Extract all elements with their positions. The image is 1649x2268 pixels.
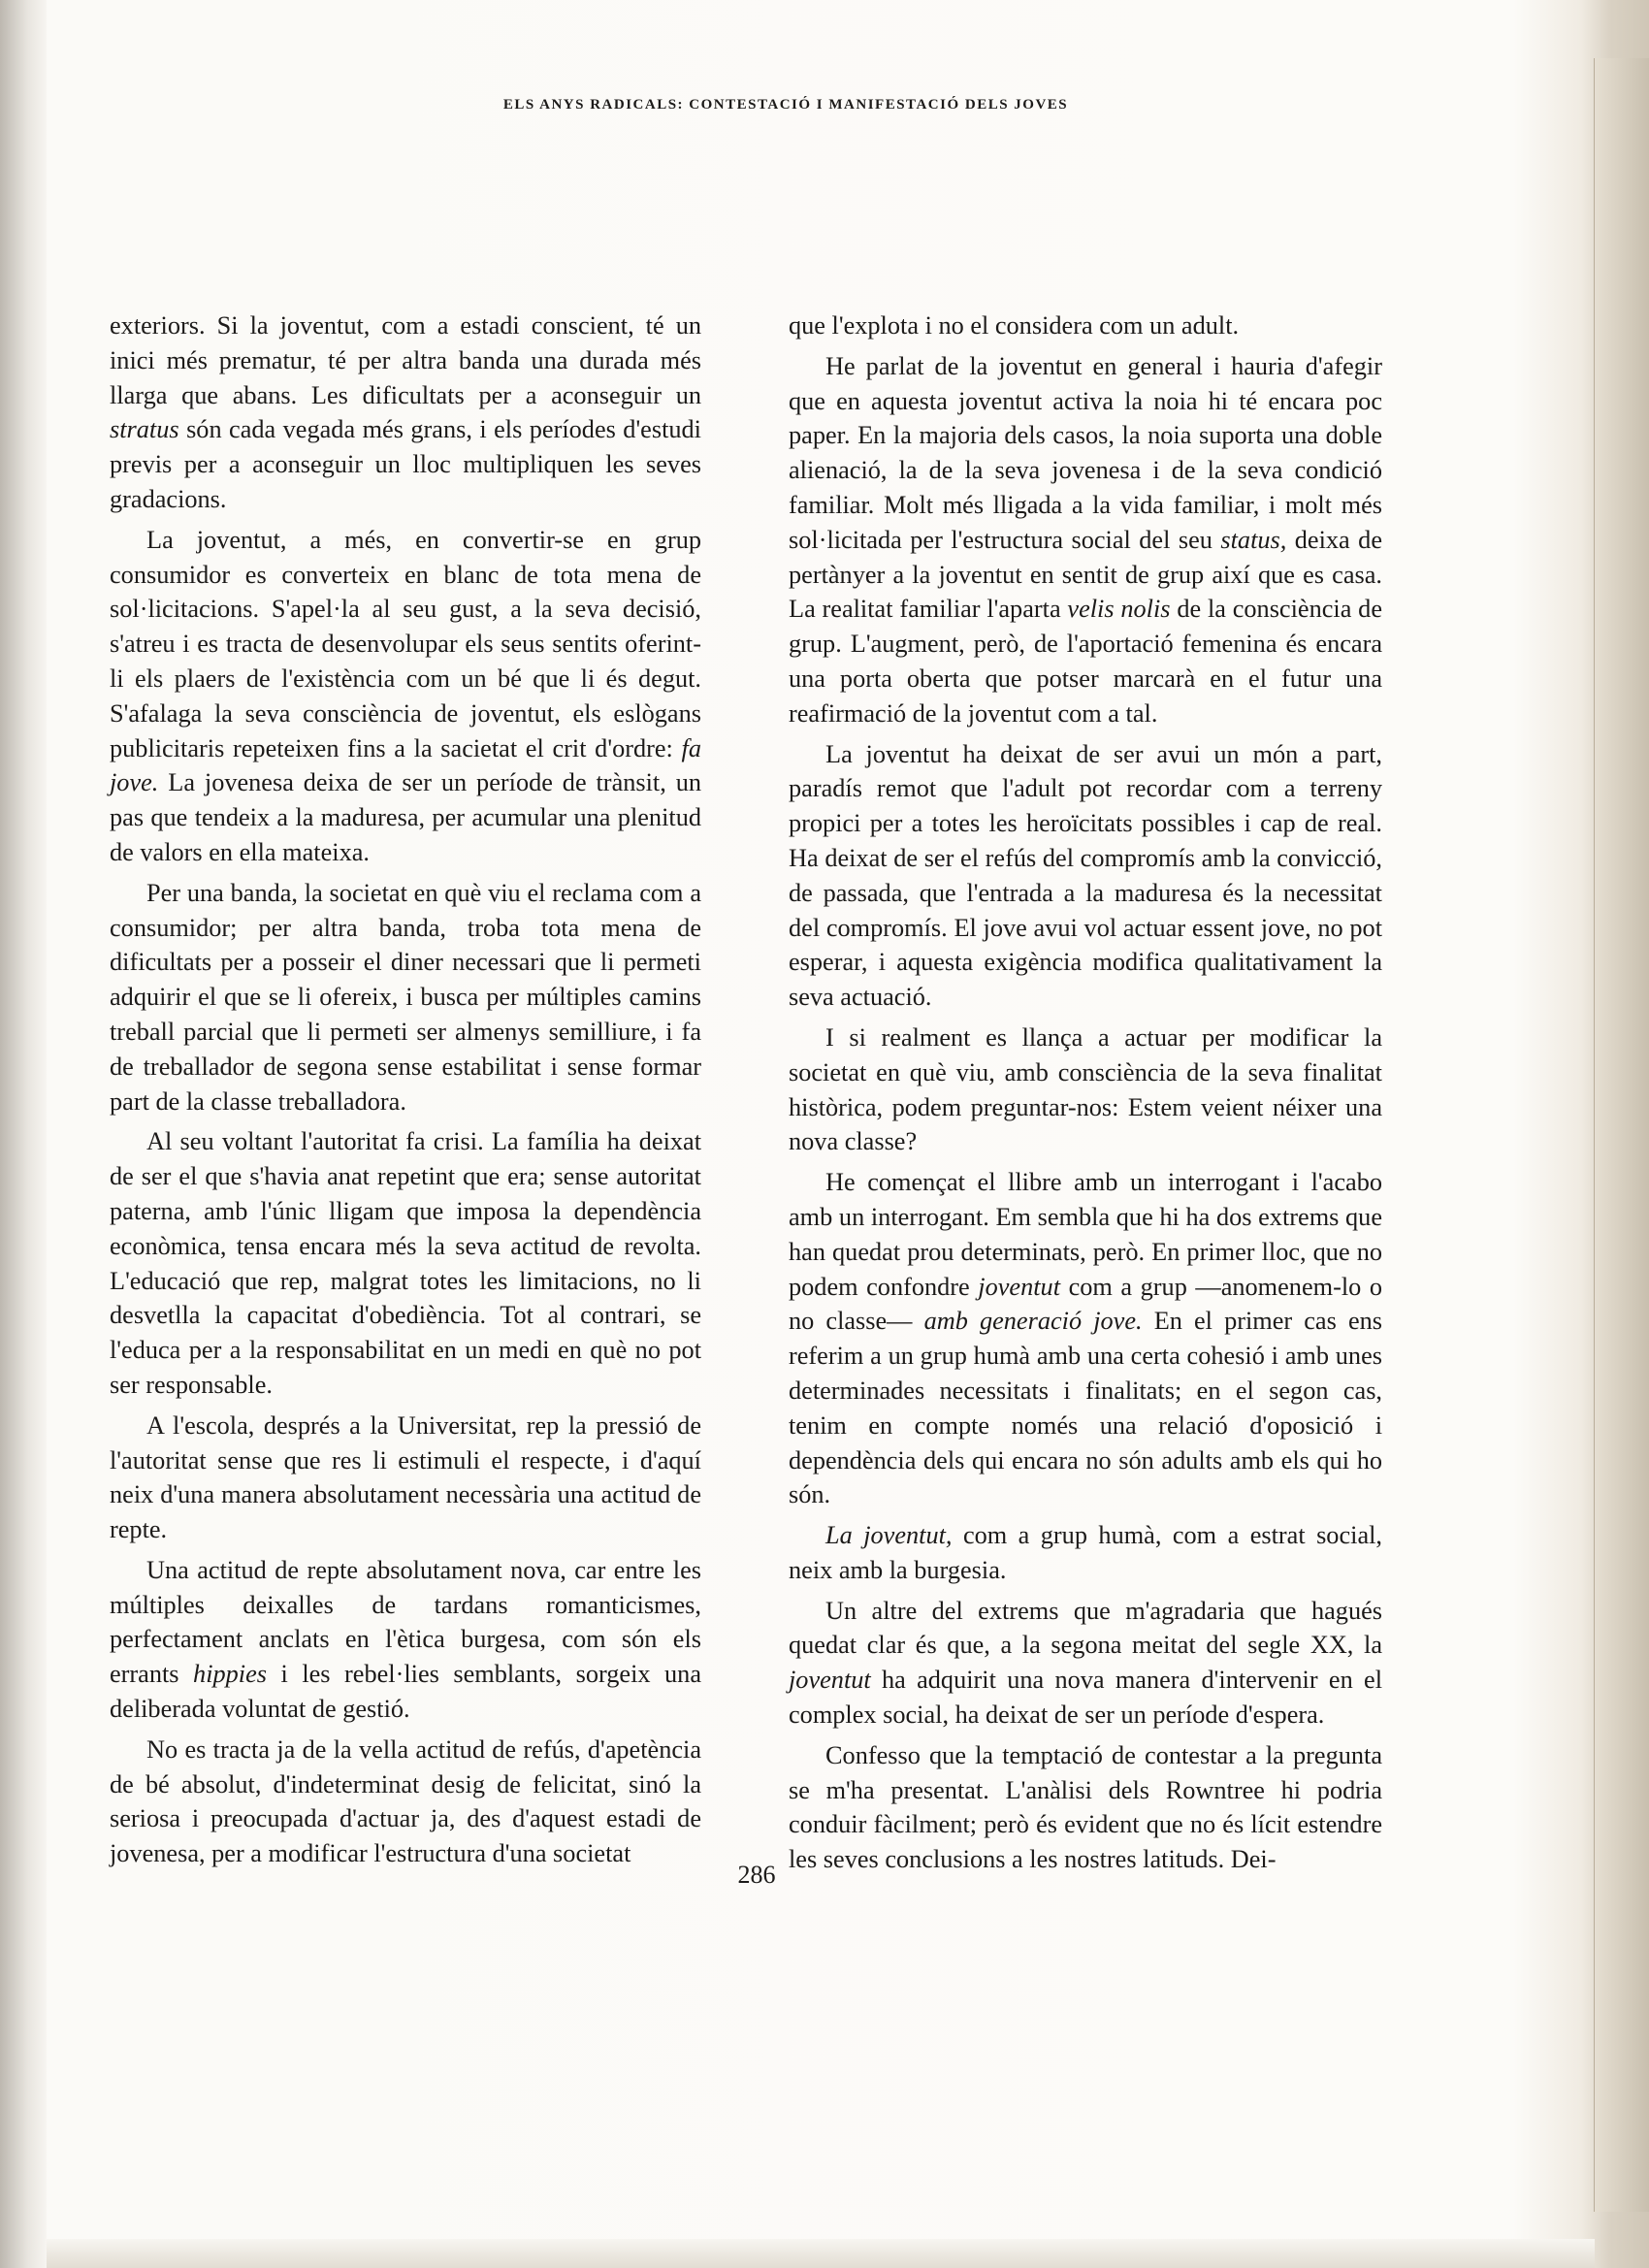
page-edge-right [1594,58,1649,2212]
running-title: ELS ANYS RADICALS: CONTESTACIÓ I MANIFESTACIÓ DELS JOVES [502,97,1069,113]
paragraph [110,308,701,517]
text: com a grup —anomenem-lo o no classe— [789,1272,1382,1336]
text: Una actitud de repte absolutament nova, car entre les múltiples deixalles de tardans romanticismes, perfectament anclats en l'ètica burgesa, com són els errants [110,1555,701,1689]
paragraph: Confesso que la temptació de contestar a la pregunta se m'ha presentat. L'anàlisi dels Rowntree hi podria conduir fàcilment; però és evident que no és lícit estendre les seves conclusions a les nostres latituds. Dei- [789,1740,1382,1874]
italic-text: fa jove. [110,733,701,797]
paragraph: La joventut ha deixat de ser avui un món a part, paradís remot que l'adult pot recordar com a terreny propici per a totes les heroïcitats possibles i cap de real. Ha deixat de ser el refús del compromís amb la convicció, de passada, que l'entrada a la maduresa és la necessitat del compromís. El jove avui vol actuar essent jove, no pot esperar, i aquesta exigència modifica qualitativament la seva actuació. [789,739,1382,1012]
text: deixa de pertànyer a la joventut en sentit de grup així que es casa. La realitat familiar l'aparta [789,525,1383,624]
paragraph: Al seu voltant l'autoritat fa crisi. La família ha deixat de ser el que s'havia anat repetint que era; sense autoritat paterna, amb l'únic lligam que imposa la dependència econòmica, tensa encara més la seva actitud de revolta. L'educació que rep, malgrat totes les limitacions, no li desvetlla la capacitat d'obediència. Tot al contrari, se l'educa per a la responsabilitat en un medi en què no pot ser responsable. [110,1127,701,1399]
text: La joventut, a més, en convertir-se en grup consumidor es converteix en blanc de tota mena de sol·licitacions. S'apel·la al seu gust, a la seva decisió, s'atreu i es tracta de desenvolupar els seus sentits oferint-li els plaers de l'existència com un bé que li és degut. S'afalaga la seva consciència de joventut, els eslògans publicitaris repeteixen fins a la sacietat el crit d'ordre: [110,525,701,762]
text: ha adquirit una nova manera d'intervenir en el complex social, ha deixat de ser un període d'espera. [789,1666,1382,1730]
text: La jovenesa deixa de ser un període de trànsit, un pas que tendeix a la maduresa, per acumular una plenitud de valors en ella mateixa. [110,768,701,866]
page-number: 286 [737,1861,776,1889]
italic-text: hippies [193,1660,268,1689]
text: He parlat de la joventut en general i hauria d'afegir que en aquesta joventut activa la noia hi té encara poc paper. En la majoria dels casos, la noia suporta una doble alienació, la de la seva jovenesa i de la seva condició familiar. Molt més lligada a la vida familiar, i molt més sol·licitada per l'estructura social del seu [789,351,1382,554]
paragraph: I si realment es llança a actuar per modificar la societat en què viu, amb consciència de la seva finalitat històrica, podem preguntar-nos: Estem veient néixer una nova classe? [789,1022,1382,1156]
text: de la consciència de grup. L'augment, però, de l'aportació femenina és encara una porta oberta que potser marcarà en el futur una reafirmació de la joventut com a tal. [789,595,1382,728]
left-column [110,308,701,1877]
paragraph [110,523,701,870]
right-column [789,308,1382,1883]
text: En el primer cas ens referim a un grup humà amb una certa cohesió i amb unes determinades necessitats i finalitats; en el segon cas, tenim en compte només una relació d'oposició i dependència dels qui encara no són adults amb els qui ho són. [789,1307,1382,1509]
text: com a grup humà, com a estrat social, neix amb la burgesia. [789,1521,1382,1584]
text: i les rebel·lies semblants, sorgeix una deliberada voluntat de gestió. [110,1660,701,1724]
text: exteriors. Si la joventut, com a estadi conscient, té un inici més prematur, té per altra banda una durada més llarga que abans. Les dificultats per a aconseguir un [110,311,701,409]
italic-text: status, [1220,525,1287,554]
paragraph: Per una banda, la societat en què viu el reclama com a consumidor; per altra banda, troba tota mena de dificultats per a posseir el diner necessari que li permeti adquirir el que se li ofereix, i busca per múltiples camins treball parcial que li permeti ser almenys semilliure, i fa de treballador de segona sense estabilitat i sense formar part de la classe treballadora. [110,878,701,1116]
italic-text: joventut [789,1666,871,1695]
paragraph [110,1553,701,1727]
italic-text: stratus [110,415,179,444]
paragraph [789,1518,1382,1588]
text: Un altre del extrems que m'agradaria que hagués quedat clar és que, a la segona meitat del segle XX, la [789,1596,1382,1660]
italic-text: amb generació jove. [923,1307,1143,1336]
italic-text: velis nolis [1067,595,1171,624]
paragraph [789,1594,1382,1733]
paragraph [789,349,1382,731]
paragraph: No es tracta ja de la vella actitud de refús, d'apetència de bé absolut, d'indeterminat desig de felicitat, sinó la seriosa i preocupada d'actuar ja, des d'aquest estadi de jovenesa, per a modificar l'estructura d'una societat [110,1734,701,1868]
paragraph [789,1165,1382,1512]
text: He començat el llibre amb un interrogant i l'acabo amb un interrogant. Em sembla que hi ha dos extrems que han quedat prou determinats, però. En primer lloc, que no podem confondre [789,1168,1382,1301]
italic-text: joventut [978,1272,1061,1301]
page-edge-bottom [47,2239,1595,2268]
paragraph: A l'escola, després a la Universitat, rep la pressió de l'autoritat sense que res li estimuli el respecte, i d'aquí neix d'una manera absolutament necessària una actitud de repte. [110,1410,701,1544]
italic-text: La joventut, [825,1521,953,1550]
book-spine-shadow [0,0,47,2268]
paragraph: que l'explota i no el considera com un adult. [789,311,1240,340]
text: són cada vegada més grans, i els períodes d'estudi previs per a aconseguir un lloc multipliquen les seves gradacions. [110,415,701,513]
